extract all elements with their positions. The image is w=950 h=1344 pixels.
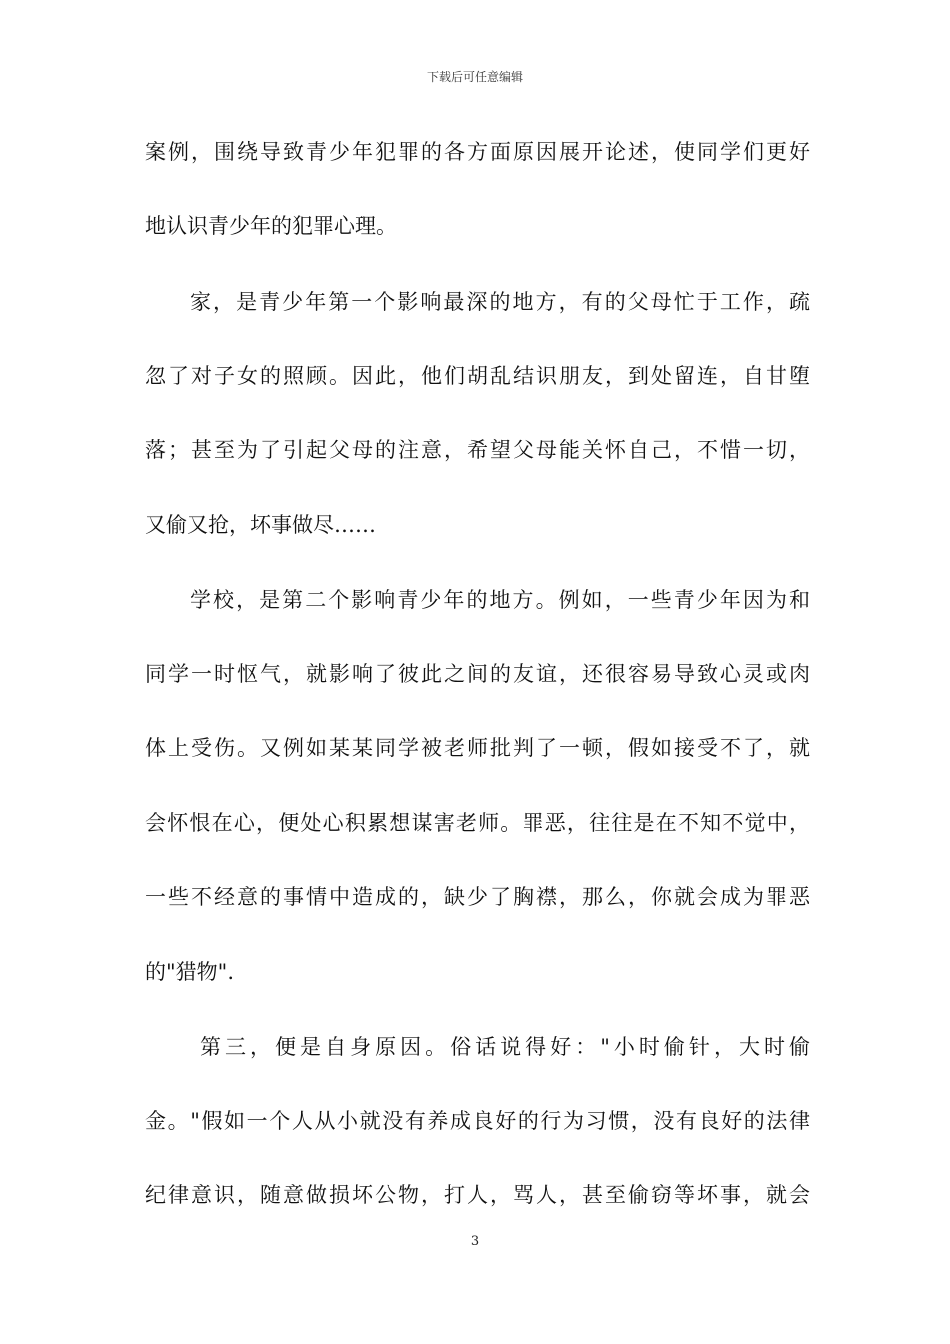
text-line: 体上受伤。又例如某某同学被老师批判了一顿，假如接受不了，就 (145, 736, 810, 760)
text-line: 地认识青少年的犯罪心理。 (145, 214, 397, 238)
text-line: 会怀恨在心，便处心积累想谋害老师。罪恶，往往是在不知不觉中， (145, 811, 810, 835)
page-number: 3 (470, 1234, 480, 1249)
text-line: 一些不经意的事情中造成的，缺少了胸襟，那么，你就会成为罪恶 (145, 885, 810, 909)
paragraph-first-line: 家，是青少年第一个影响最深的地方，有的父母忙于工作，疏 (190, 290, 810, 314)
text-line: 落；甚至为了引起父母的注意，希望父母能关怀自己，不惜一切， (145, 438, 810, 462)
paragraph-first-line: 学校，是第二个影响青少年的地方。例如，一些青少年因为和 (190, 588, 810, 612)
page-header: 下载后可任意编辑 (426, 70, 523, 84)
text-line: 同学一时怄气，就影响了彼此之间的友谊，还很容易导致心灵或肉 (145, 662, 810, 686)
text-line: 忽了对子女的照顾。因此，他们胡乱结识朋友，到处留连，自甘堕 (145, 364, 810, 388)
text-line: 金。"假如一个人从小就没有养成良好的行为习惯，没有良好的法律 (145, 1109, 810, 1133)
paragraph-first-line: 第三，便是自身原因。俗话说得好："小时偷针，大时偷 (200, 1035, 810, 1059)
text-line: 纪律意识，随意做损坏公物，打人，骂人，甚至偷窃等坏事，就会 (145, 1183, 810, 1207)
text-line: 的"猎物". (145, 960, 234, 984)
text-line: 案例，围绕导致青少年犯罪的各方面原因展开论述，使同学们更好 (145, 140, 810, 164)
text-line: 又偷又抢，坏事做尽…… (145, 513, 376, 537)
